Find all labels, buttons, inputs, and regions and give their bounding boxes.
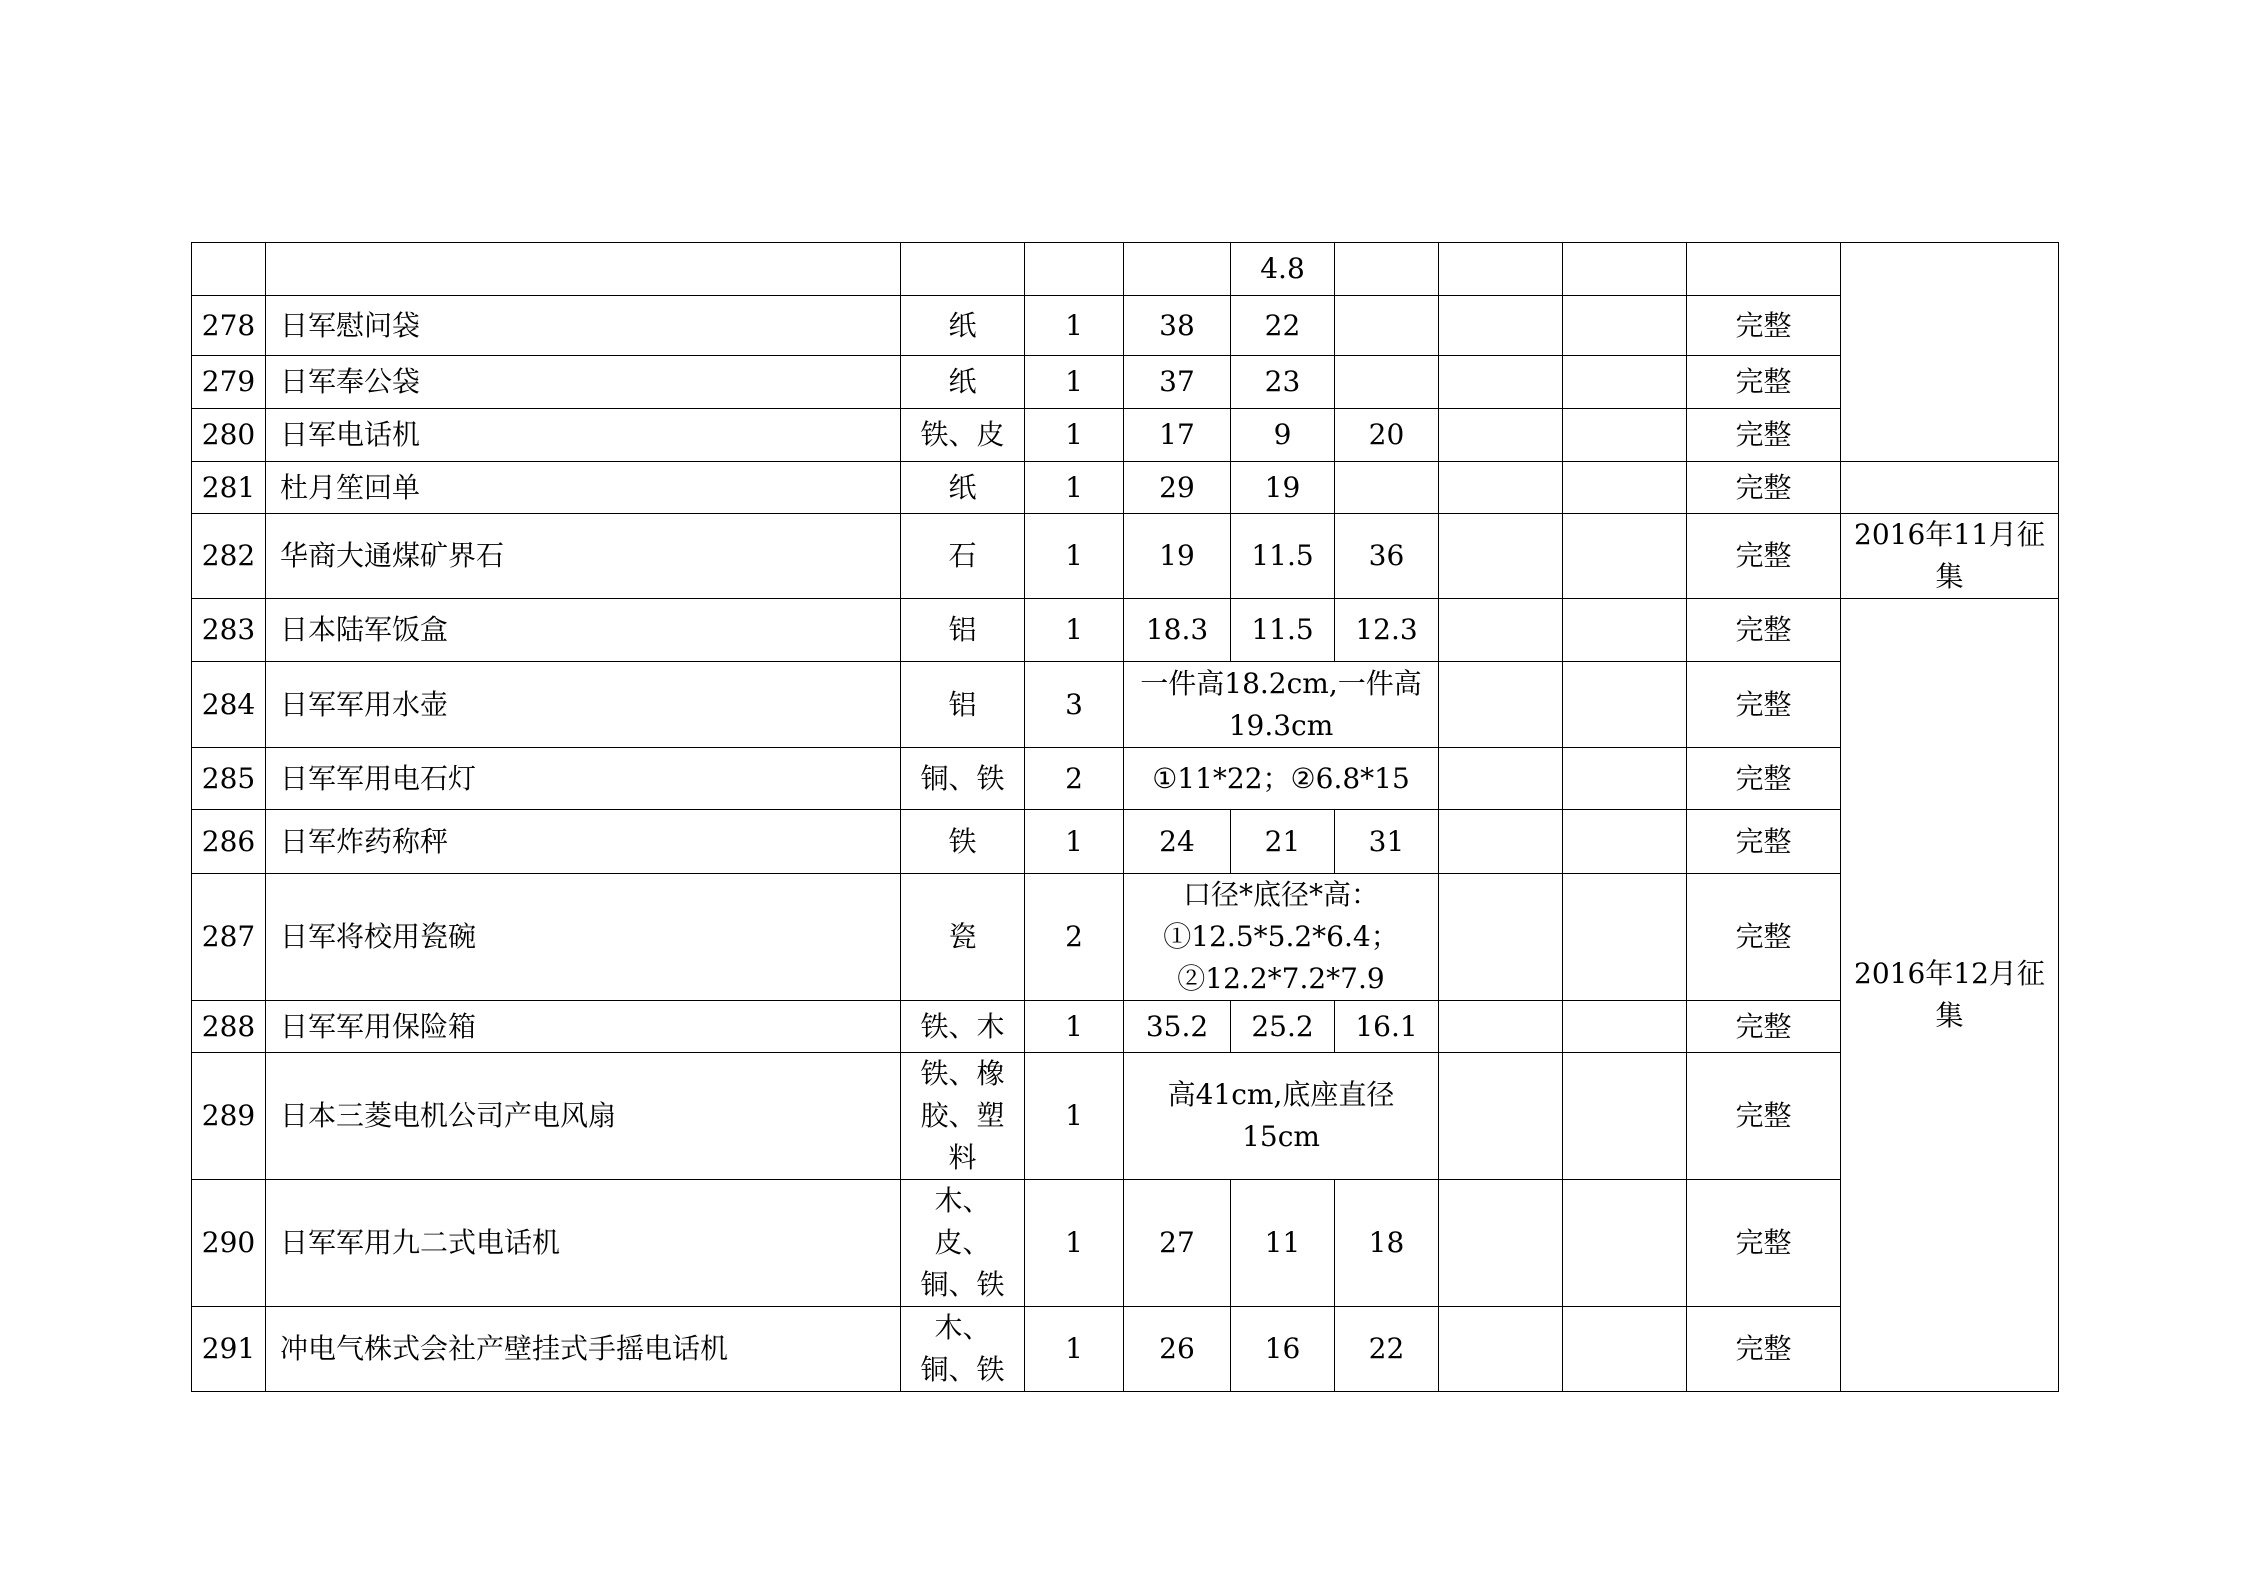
cell-material	[901, 243, 1025, 296]
cell-dim1	[1124, 243, 1231, 296]
cell-name: 日军炸药称秤	[266, 810, 901, 874]
cell-no: 280	[192, 409, 266, 462]
table-row	[192, 748, 2059, 810]
cell-blank	[1563, 296, 1687, 356]
cell-note-dec-2016: 2016年12月征集	[1841, 599, 2059, 1392]
cell-dim3	[1335, 356, 1439, 409]
cell-material: 铁、木	[901, 1001, 1025, 1053]
cell-no: 287	[192, 874, 266, 1001]
cell-dim3: 12.3	[1335, 599, 1439, 662]
cell-condition: 完整	[1687, 462, 1841, 514]
cell-condition: 完整	[1687, 1001, 1841, 1053]
cell-note-nov-2016: 2016年11月征集	[1841, 514, 2059, 599]
cell-blank	[1439, 662, 1563, 748]
cell-material: 铁	[901, 810, 1025, 874]
cell-material: 瓷	[901, 874, 1025, 1001]
cell-blank	[1563, 1307, 1687, 1392]
cell-condition: 完整	[1687, 1307, 1841, 1392]
cell-blank	[1563, 1001, 1687, 1053]
cell-name: 日军军用九二式电话机	[266, 1180, 901, 1307]
cell-name: 日本三菱电机公司产电风扇	[266, 1053, 901, 1180]
table-row	[192, 462, 2059, 514]
cell-qty: 1	[1025, 810, 1124, 874]
cell-condition: 完整	[1687, 1180, 1841, 1307]
cell-dim3: 31	[1335, 810, 1439, 874]
cell-dim3: 18	[1335, 1180, 1439, 1307]
table-row	[192, 810, 2059, 874]
cell-condition: 完整	[1687, 409, 1841, 462]
cell-qty: 3	[1025, 662, 1124, 748]
cell-blank	[1439, 810, 1563, 874]
cell-name: 日军奉公袋	[266, 356, 901, 409]
cell-material: 铝	[901, 662, 1025, 748]
cell-blank	[1439, 599, 1563, 662]
cell-dim1: 19	[1124, 514, 1231, 599]
cell-name: 日军将校用瓷碗	[266, 874, 901, 1001]
cell-qty	[1025, 243, 1124, 296]
cell-dims-merged: 高41cm,底座直径15cm	[1124, 1053, 1439, 1180]
cell-qty: 2	[1025, 748, 1124, 810]
cell-blank	[1563, 243, 1687, 296]
cell-dim1: 35.2	[1124, 1001, 1231, 1053]
cell-dim3	[1335, 243, 1439, 296]
cell-material: 铁、皮	[901, 409, 1025, 462]
cell-dim3: 16.1	[1335, 1001, 1439, 1053]
cell-condition: 完整	[1687, 810, 1841, 874]
cell-name: 日军电话机	[266, 409, 901, 462]
cell-no: 285	[192, 748, 266, 810]
cell-no: 290	[192, 1180, 266, 1307]
cell-blank	[1563, 599, 1687, 662]
cell-blank	[1439, 1307, 1563, 1392]
cell-blank	[1439, 514, 1563, 599]
cell-dim2: 22	[1231, 296, 1335, 356]
cell-dim1: 18.3	[1124, 599, 1231, 662]
cell-dim2: 11.5	[1231, 514, 1335, 599]
table-row	[192, 1053, 2059, 1180]
cell-dim1: 27	[1124, 1180, 1231, 1307]
cell-name: 华商大通煤矿界石	[266, 514, 901, 599]
cell-blank	[1563, 662, 1687, 748]
cell-material: 纸	[901, 356, 1025, 409]
cell-no: 278	[192, 296, 266, 356]
cell-qty: 1	[1025, 1180, 1124, 1307]
cell-name: 日军慰问袋	[266, 296, 901, 356]
cell-dim3	[1335, 462, 1439, 514]
cell-dim1: 29	[1124, 462, 1231, 514]
cell-condition: 完整	[1687, 662, 1841, 748]
cell-dims-merged: ①11*22；②6.8*15	[1124, 748, 1439, 810]
cell-no: 288	[192, 1001, 266, 1053]
cell-blank	[1563, 810, 1687, 874]
cell-dim2: 11	[1231, 1180, 1335, 1307]
table-row-continued	[192, 243, 2059, 296]
cell-note	[1841, 462, 2059, 514]
cell-no: 281	[192, 462, 266, 514]
cell-condition: 完整	[1687, 514, 1841, 599]
table-row	[192, 514, 2059, 599]
cell-condition: 完整	[1687, 296, 1841, 356]
cell-qty: 1	[1025, 296, 1124, 356]
inventory-table	[191, 242, 2059, 1392]
cell-dim3: 20	[1335, 409, 1439, 462]
cell-dims-merged: 一件高18.2cm,一件高19.3cm	[1124, 662, 1439, 748]
cell-no: 279	[192, 356, 266, 409]
table-row	[192, 874, 2059, 1001]
cell-condition: 完整	[1687, 1053, 1841, 1180]
cell-dim2: 23	[1231, 356, 1335, 409]
cell-blank	[1439, 356, 1563, 409]
cell-material: 木、铜、铁	[901, 1307, 1025, 1392]
cell-material: 木、皮、铜、铁	[901, 1180, 1025, 1307]
cell-qty: 1	[1025, 1307, 1124, 1392]
cell-dim2: 25.2	[1231, 1001, 1335, 1053]
cell-dim1: 37	[1124, 356, 1231, 409]
table-row	[192, 1001, 2059, 1053]
table-row	[192, 1307, 2059, 1392]
cell-no: 283	[192, 599, 266, 662]
cell-blank	[1563, 1180, 1687, 1307]
cell-dim1: 24	[1124, 810, 1231, 874]
table-row	[192, 409, 2059, 462]
cell-qty: 1	[1025, 409, 1124, 462]
cell-qty: 2	[1025, 874, 1124, 1001]
table-row	[192, 662, 2059, 748]
table-row	[192, 599, 2059, 662]
cell-condition: 完整	[1687, 599, 1841, 662]
cell-condition: 完整	[1687, 874, 1841, 1001]
cell-blank	[1563, 409, 1687, 462]
cell-no: 284	[192, 662, 266, 748]
cell-blank	[1439, 243, 1563, 296]
cell-condition: 完整	[1687, 748, 1841, 810]
cell-material: 石	[901, 514, 1025, 599]
cell-dim1: 26	[1124, 1307, 1231, 1392]
cell-blank	[1563, 356, 1687, 409]
table-row	[192, 356, 2059, 409]
cell-blank	[1563, 514, 1687, 599]
cell-dim1: 17	[1124, 409, 1231, 462]
cell-material: 纸	[901, 296, 1025, 356]
cell-blank	[1439, 874, 1563, 1001]
cell-no: 291	[192, 1307, 266, 1392]
cell-blank	[1439, 1180, 1563, 1307]
cell-name: 日军军用保险箱	[266, 1001, 901, 1053]
cell-blank	[1439, 1001, 1563, 1053]
cell-name: 日本陆军饭盒	[266, 599, 901, 662]
cell-name: 冲电气株式会社产壁挂式手摇电话机	[266, 1307, 901, 1392]
cell-material: 铁、橡胶、塑料	[901, 1053, 1025, 1180]
cell-qty: 1	[1025, 462, 1124, 514]
cell-dim2: 16	[1231, 1307, 1335, 1392]
cell-dim2: 21	[1231, 810, 1335, 874]
cell-blank	[1439, 462, 1563, 514]
cell-material: 铜、铁	[901, 748, 1025, 810]
cell-dim3: 36	[1335, 514, 1439, 599]
cell-dim2: 9	[1231, 409, 1335, 462]
cell-qty: 1	[1025, 1001, 1124, 1053]
cell-name: 日军军用电石灯	[266, 748, 901, 810]
cell-name: 日军军用水壶	[266, 662, 901, 748]
cell-material: 铝	[901, 599, 1025, 662]
cell-dim2: 19	[1231, 462, 1335, 514]
table-row	[192, 296, 2059, 356]
cell-dim2: 4.8	[1231, 243, 1335, 296]
cell-name: 杜月笙回单	[266, 462, 901, 514]
cell-dim1: 38	[1124, 296, 1231, 356]
cell-condition	[1687, 243, 1841, 296]
cell-no: 286	[192, 810, 266, 874]
cell-blank	[1439, 409, 1563, 462]
cell-blank	[1439, 296, 1563, 356]
cell-qty: 1	[1025, 599, 1124, 662]
table-row	[192, 1180, 2059, 1307]
cell-blank	[1563, 1053, 1687, 1180]
cell-dims-merged: 口径*底径*高：①12.5*5.2*6.4；②12.2*7.2*7.9	[1124, 874, 1439, 1001]
cell-no: 282	[192, 514, 266, 599]
cell-qty: 1	[1025, 1053, 1124, 1180]
cell-note	[1841, 243, 2059, 462]
cell-condition: 完整	[1687, 356, 1841, 409]
cell-dim2: 11.5	[1231, 599, 1335, 662]
cell-blank	[1439, 748, 1563, 810]
cell-qty: 1	[1025, 514, 1124, 599]
cell-blank	[1563, 874, 1687, 1001]
cell-qty: 1	[1025, 356, 1124, 409]
cell-dim3: 22	[1335, 1307, 1439, 1392]
cell-blank	[1563, 462, 1687, 514]
cell-no: 289	[192, 1053, 266, 1180]
cell-material: 纸	[901, 462, 1025, 514]
cell-name	[266, 243, 901, 296]
cell-blank	[1563, 748, 1687, 810]
cell-dim3	[1335, 296, 1439, 356]
cell-blank	[1439, 1053, 1563, 1180]
cell-no	[192, 243, 266, 296]
